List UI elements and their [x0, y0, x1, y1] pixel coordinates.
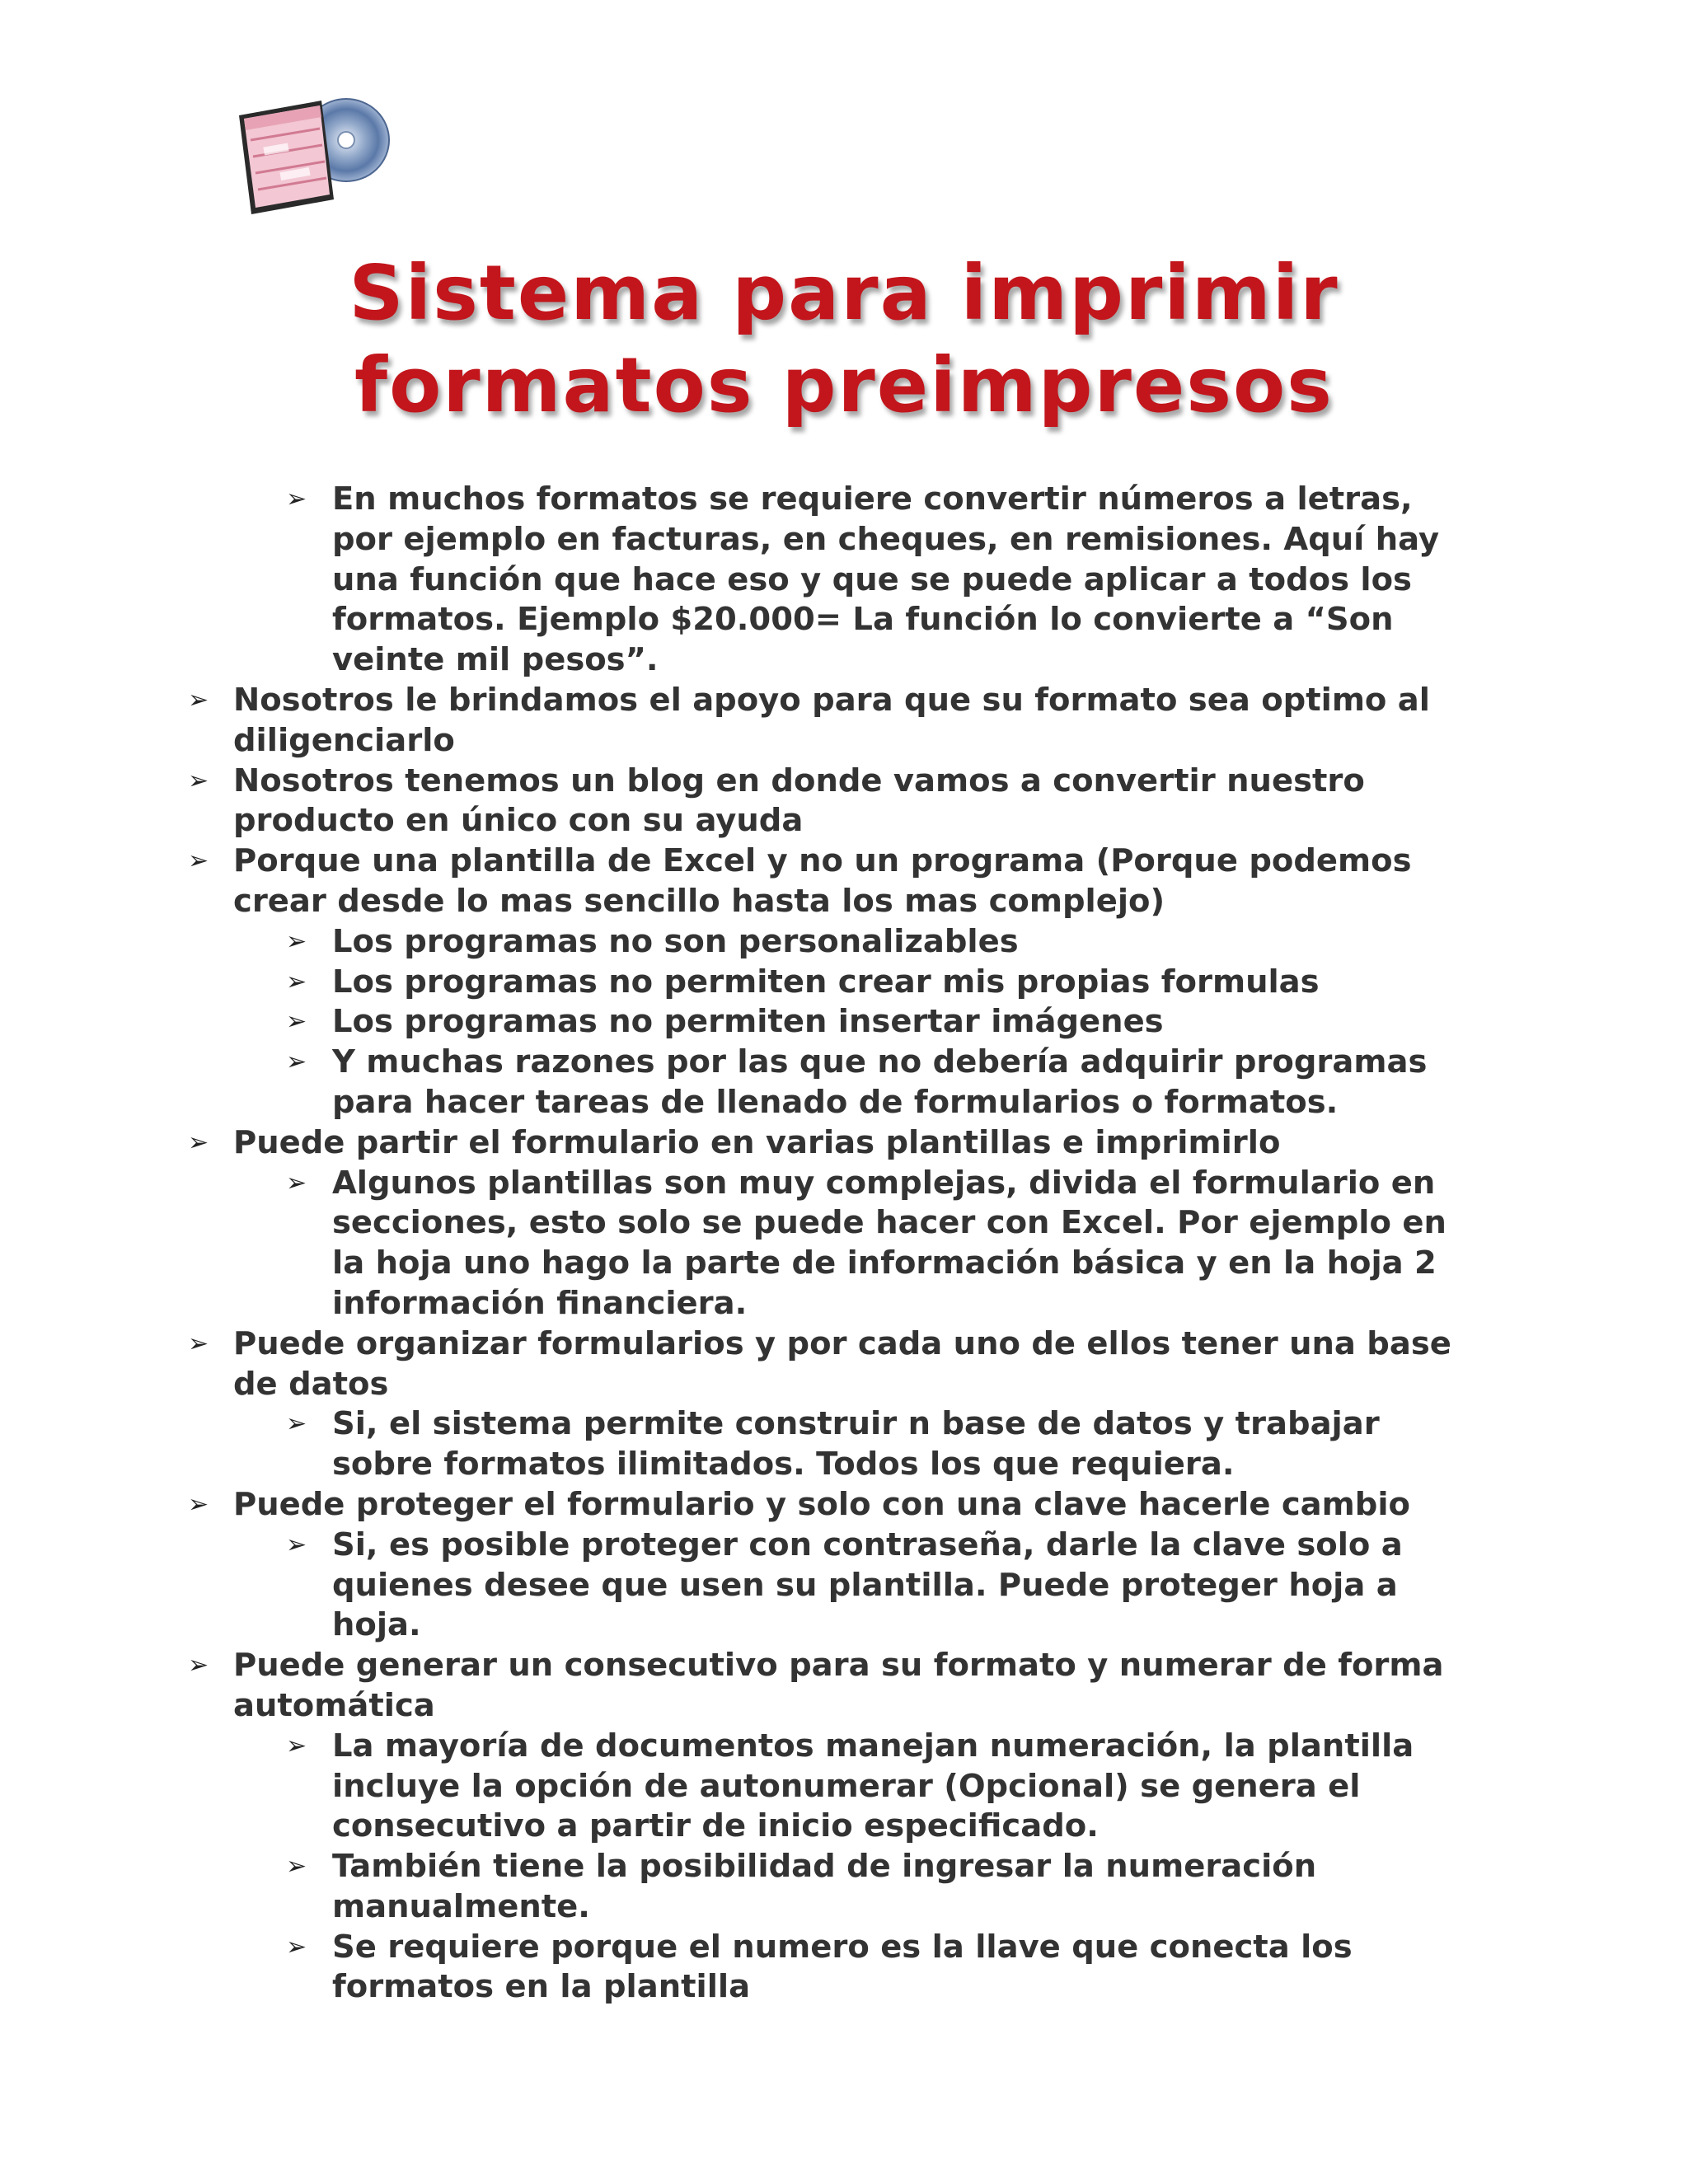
list-item-text: Algunos plantillas son muy complejas, divida el formulario en secciones, esto solo se puede hacer con Excel. Por ejemplo en la hoja uno hago la parte de información básica y en la hoja 2 información financiera.: [332, 1164, 1447, 1322]
list-item-text: Porque una plantilla de Excel y no un programa (Porque podemos crear desde lo mas sencillo hasta los mas complejo): [233, 842, 1412, 920]
list-item-text: Los programas no permiten insertar imágenes: [332, 1003, 1164, 1041]
list-item: [0, 1002, 1470, 1043]
list-item: [0, 1646, 1470, 1727]
list-item: [0, 1123, 1470, 1164]
arrow-bullet-icon: ➢: [286, 1007, 307, 1037]
list-item-text: Si, el sistema permite construir n base de datos y trabajar sobre formatos ilimitados. Todos los que requiera.: [332, 1405, 1380, 1483]
arrow-bullet-icon: ➢: [188, 766, 209, 795]
list-item: [0, 963, 1470, 1003]
list-item-text: Se requiere porque el numero es la llave que conecta los formatos en la plantilla: [332, 1928, 1353, 2006]
arrow-bullet-icon: ➢: [286, 1168, 307, 1197]
list-item-text: Los programas no permiten crear mis propias formulas: [332, 963, 1320, 1001]
arrow-bullet-icon: ➢: [286, 1731, 307, 1760]
list-item-text: Puede proteger el formulario y solo con una clave hacerle cambio: [233, 1485, 1410, 1523]
arrow-bullet-icon: ➢: [286, 485, 307, 513]
arrow-bullet-icon: ➢: [286, 926, 307, 956]
list-item-text: En muchos formatos se requiere convertir números a letras, por ejemplo en facturas, en cheques, en remisiones. Aquí hay una función que hace eso y que se puede aplicar a todos los formatos. Ejemplo $20.000= La función lo convierte a “Son veinte mil pesos”.: [332, 480, 1440, 679]
list-item: [0, 480, 1470, 681]
list-item-text: Si, es posible proteger con contraseña, darle la clave solo a quienes desee que usen su plantilla. Puede proteger hoja a hoja.: [332, 1526, 1403, 1644]
page-title: [0, 247, 1688, 432]
list-item: [0, 762, 1470, 842]
list-item-text: La mayoría de documentos manejan numeración, la plantilla incluye la opción de autonumerar (Opcional) se genera el consecutivo a partir de inicio especificado.: [332, 1727, 1414, 1845]
list-item-text: Nosotros tenemos un blog en donde vamos a convertir nuestro producto en único con su ayuda: [233, 762, 1365, 840]
page-title-line-1: Sistema para imprimir: [349, 249, 1339, 337]
arrow-bullet-icon: ➢: [188, 1127, 209, 1157]
list-item: [0, 1043, 1470, 1123]
list-item-text: Puede generar un consecutivo para su formato y numerar de forma automática: [233, 1647, 1444, 1724]
list-item: [0, 1485, 1470, 1526]
list-item-text: Nosotros le brindamos el apoyo para que su formato sea optimo al diligenciarlo: [233, 681, 1430, 759]
arrow-bullet-icon: ➢: [188, 1651, 209, 1680]
list-item: [0, 1727, 1470, 1847]
list-item: [0, 1324, 1470, 1405]
list-item: [0, 681, 1470, 762]
arrow-bullet-icon: ➢: [188, 846, 209, 876]
arrow-bullet-icon: ➢: [286, 1852, 307, 1882]
list-item-text: También tiene la posibilidad de ingresar la numeración manualmente.: [332, 1848, 1317, 1925]
list-item-text: Los programas no son personalizables: [332, 922, 1019, 960]
arrow-bullet-icon: ➢: [286, 1047, 307, 1077]
list-item: [0, 1404, 1470, 1485]
arrow-bullet-icon: ➢: [286, 967, 307, 996]
list-item: [0, 922, 1470, 963]
list-item: [0, 1164, 1470, 1324]
list-item-text: Puede partir el formulario en varias plantillas e imprimirlo: [233, 1123, 1281, 1161]
arrow-bullet-icon: ➢: [188, 685, 209, 715]
arrow-bullet-icon: ➢: [286, 1932, 307, 1961]
list-item: [0, 1526, 1470, 1646]
software-box-cd-icon: [231, 91, 396, 223]
arrow-bullet-icon: ➢: [286, 1409, 307, 1439]
arrow-bullet-icon: ➢: [188, 1489, 209, 1519]
page-title-line-2: formatos preimpresos: [354, 341, 1334, 429]
list-item: [0, 841, 1470, 922]
arrow-bullet-icon: ➢: [188, 1329, 209, 1358]
list-item-text: Y muchas razones por las que no debería adquirir programas para hacer tareas de llenado de formularios o formatos.: [332, 1043, 1428, 1121]
arrow-bullet-icon: ➢: [286, 1530, 307, 1559]
list-item: [0, 1847, 1470, 1928]
bullet-list: [0, 480, 1688, 2008]
list-item: [0, 1928, 1470, 2008]
list-item-text: Puede organizar formularios y por cada uno de ellos tener una base de datos: [233, 1324, 1451, 1403]
